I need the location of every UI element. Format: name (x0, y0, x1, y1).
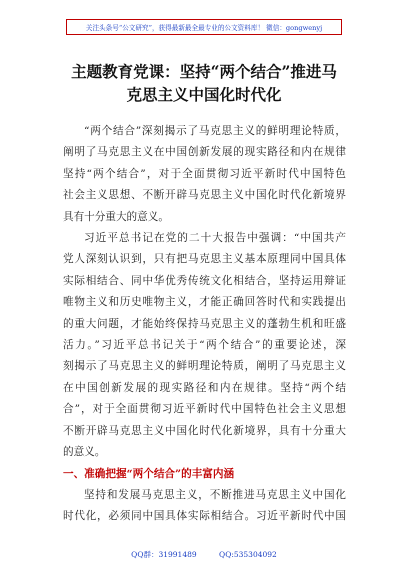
text-line: 唯物主义和历史唯物主义，才能正确回答时代和实践提出 (63, 296, 346, 309)
text-line: 习近平总书记在党的二十大报告中强调：“中国共产 (84, 232, 346, 245)
text-line: 坚持“两个结合”，对于全面贯彻习近平新时代中国特色 (63, 167, 346, 180)
header-banner[interactable]: 关注头条号“公文研究”，获得最新最全最专业的公文资料库！ 微信：gongwenyj (66, 19, 342, 35)
footer (0, 549, 408, 560)
text-line: 合”，对于全面贯彻习近平新时代中国特色社会主义思想 (63, 403, 346, 416)
footer-qq-group[interactable]: QQ群：31991489 (131, 550, 197, 559)
text-line: 的意义。 (63, 446, 106, 459)
paragraph-3 (63, 485, 346, 528)
text-line: 不断开辟马克思主义中国化时代化新境界，具有十分重大 (63, 424, 346, 437)
paragraph-2 (63, 228, 346, 463)
text-line: 社会主义思想、不断开辟马克思主义中国化时代化新境界 (63, 189, 346, 202)
paragraph-1 (63, 121, 346, 228)
text-line: 阐明了马克思主义在中国创新发展的现实路径和内在规律 (63, 146, 346, 159)
text-line: 党人深刻认识到，只有把马克思主义基本原理同中国具体 (63, 253, 346, 266)
text-line: 实际相结合、同中华优秀传统文化相结合，坚持运用辩证 (63, 274, 346, 287)
document-body (63, 121, 346, 528)
text-line: 的重大问题，才能始终保持马克思主义的蓬勃生机和旺盛 (63, 317, 346, 330)
text-line: “两个结合”深刻揭示了马克思主义的鲜明理论特质， (84, 125, 346, 137)
footer-qq[interactable]: QQ:535304092 (219, 550, 277, 559)
section-heading: 一、准确把握“两个结合”的丰富内涵 (63, 467, 235, 480)
title-line-1: 主题教育党课：坚持“两个结合”推进马 (71, 62, 337, 81)
document-title (40, 60, 368, 106)
text-line: 时代化，必须同中国具体实际相结合。习近平新时代中国 (63, 510, 346, 523)
text-line: 坚持和发展马克思主义，不断推进马克思主义中国化 (84, 488, 346, 501)
text-line: 活力。”习近平总书记关于“两个结合”的重要论述，深 (63, 339, 346, 352)
title-line-2: 克思主义中国化时代化 (126, 85, 282, 104)
text-line: 刻揭示了马克思主义的鲜明理论特质，阐明了马克思主义 (63, 360, 346, 373)
text-line: 在中国创新发展的现实路径和内在规律。坚持“两个结 (63, 381, 346, 394)
text-line: 具有十分重大的意义。 (63, 210, 169, 223)
